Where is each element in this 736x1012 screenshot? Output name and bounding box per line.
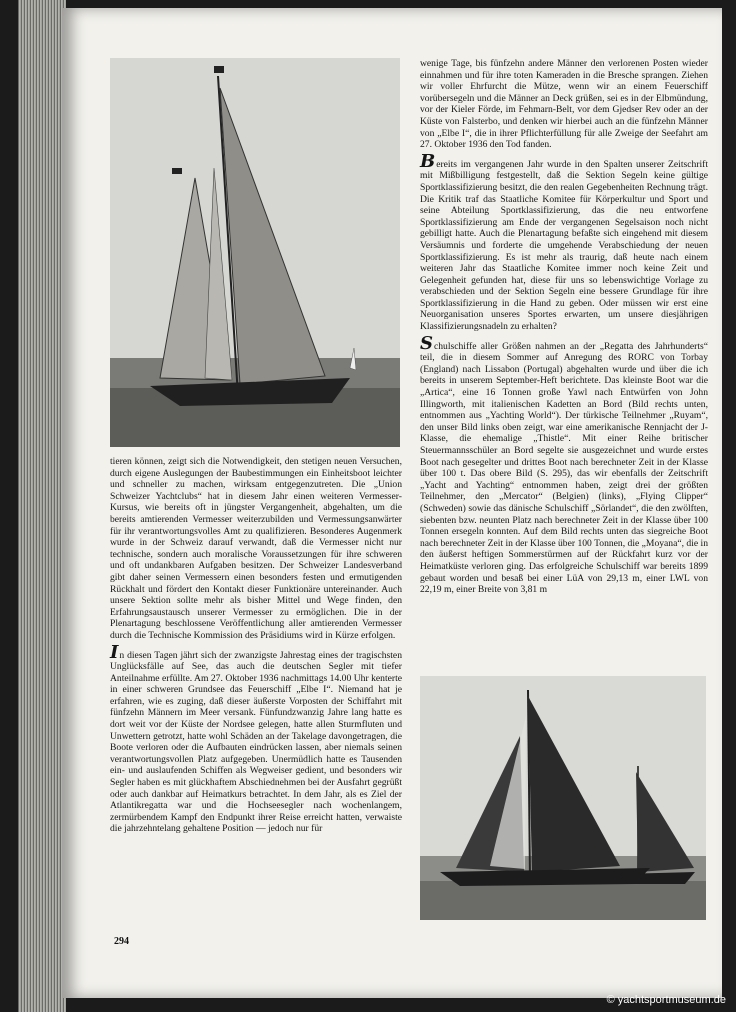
yacht-sails-photo <box>110 58 400 447</box>
right-paragraph-1: wenige Tage, bis fünfzehn andere Männer den verlorenen Posten wieder einnahmen und für ihre toten Kameraden in die Bresche sprangen. Ziehen wir voller Ehrfurcht die Mütze, wenn wir an einem Feuerschiff vorübersegeln und die Männer an Deck grüßen, sei es in der Elbmündung, vor der Kieler Förde, im Fehmarn-Belt, vor dem Gjedser Rev oder an der Küste von Falsterbo, und denken wir hierbei auch an die fünfzehn Männer von „Elbe I“, die in ihrer Pflichterfüllung für alle Zweige der Seefahrt am 27. Oktober 1936 den Tod fanden. <box>420 58 708 151</box>
dropcap-i: I <box>110 641 119 663</box>
magazine-page <box>62 8 722 998</box>
yacht-illustration <box>110 58 400 447</box>
right-paragraph-2-text: ereits im vergangenen Jahr wurde in den Spalten unserer Zeitschrift mit Mißbilligung festgestellt, daß die Sektion Segeln keine gültige Sportklassifizierung besitzt, die den realen Gegebenheiten Rechnung trägt. Die Kritik traf das Staatliche Komitee für Körperkultur und Sport und seine Abteilung Sportklassifizierung, das die neu entworfene Sportklassifizierung am Ende der vergangenen Segelsaison noch nicht gebilligt hatte. Auch die Plenartagung befaßte sich eingehend mit diesem Versäumnis und forderte die umgehende Verabschiedung der neuen Sportklassifizierung. Es ist mehr als traurig, daß heute nach einem weiteren Jahr das Staatliche Komitee immer noch keine Zeit und Gelegenheit gefunden hat, diese für uns so lebenswichtige Vorlage zu verabschieden und der Sektion Segeln eine bessere Grundlage für ihre Sportklassifizierung in die Hand zu geben. Oder müssen wir erst eine Neuorganisation unseres Sportes erwarten, um unsere diesjährigen Klassifizierungsnadeln zu erhalten? <box>420 158 708 333</box>
page-number: 294 <box>114 936 129 947</box>
right-text-column <box>420 58 708 596</box>
schooner-sails-photo <box>420 676 706 920</box>
right-paragraph-3-text: chulschiffe aller Größen nahmen an der „Regatta des Jahrhunderts“ teil, die in diesem Sommer auf Anregung des RORC von Torbay (England) nach Lissabon (Portugal) abgehalten wurde und über die ich bereits in unserem September-Heft berichtete. Das kleinste Boot war die „Artica“, eine 16 Tonnen große Yawl nach Entwürfen von John Illingworth, mit italienischen Kadetten an Bord (Bild rechts unten, entnommen aus „Yachting World“). Der türkische Teilnehmer „Ruyam“, den unser Bild links oben zeigt, war eine amerikanische Rennjacht der J-Klasse, die ehemalige „Thistle“. Mit einer Reihe britischer Steuermannsschüler an Bord segelte sie ausgezeichnet und wurde erstes Boot nach gesegelter und drittes Boot nach berechneter Zeit in der Klasse über 100 t. Das obere Bild (S. 295), das wir ebenfalls der Zeitschrift „Yacht and Yachting“ entnommen haben, zeigt drei der größten Teilnehmer, den „Mercator“ (Belgien) (links), „Flying Clipper“ (Schweden) sowie das dänische Schulschiff „Sörlandet“, die den zwölften, siebenten bzw. neunten Platz nach berechneter Zeit in der Klasse über 100 Tonnen ersegeln konnten. Auf dem Bild rechts unten das siegreiche Boot nach berechneter Zeit in der Klasse über 100 Tonnen, die „Moyana“, die in den äußerst heftigen Sommerstürmen auf der Rückfahrt kurz vor der Heimatküste verloren ging. Das erfolgreiche Schulschiff war bereits 1899 gebaut worden und besaß bei einer LüA von 29,13 m, einer LWL von 22,19 m, einer Breite von 3,81 m <box>420 340 708 596</box>
dropcap-s: S <box>420 332 433 354</box>
schooner-illustration <box>420 676 706 920</box>
left-text-column <box>110 456 402 835</box>
left-paragraph-2-text: n diesen Tagen jährt sich der zwanzigste Jahrestag eines der tragischsten Unglücksfälle auf See, das auch die deutschen Segler mit tiefer Anteilnahme erfüllte. Am 27. Oktober 1936 nachmittags 14.00 Uhr kenterte in einer schweren Grundsee das Feuerschiff „Elbe I“. Niemand hat je erfahren, wie es zuging, daß dieser äußerste Vorposten der Schiffahrt mit fünfzehn Männern im Meer versank. Fünfundzwanzig Jahre lang hatte es dort weit vor der Küste der Nordsee gelegen, hatte allen Sturmfluten und Unwettern getrotzt, hatte wohl Schäden an der Takelage davongetragen, die Boote verloren oder die Aufbauten eindrücken lassen, aber niemals seinen verantwortungsvollen Platz aufgegeben. Unermüdlich hatte es Tausenden ein- und auslaufenden Schiffen als Wegweiser gedient, und besonders wir Segler haben es mit glückhaftem Abschiednehmen bei der Ausfahrt gegrüßt oder auch dankbar auf Heimatkurs betrachtet. In dem Jahr, als es Ziel der Atlantikregatta war und die Hochseesegler nach wochenlangem, zermürbendem Kampf den Endpunkt ihrer Reise erreicht hatten, verwaiste die jahrzehntelang gehaltene Position — jedoch nur für <box>110 649 402 835</box>
right-paragraph-3 <box>420 332 708 596</box>
dropcap-b: B <box>420 150 436 172</box>
left-paragraph-1: tieren können, zeigt sich die Notwendigkeit, den stetigen neuen Versuchen, durch eigene Auslegungen der Baubestimmungen ein Einheitsboot leichter und schneller zu machen, wirksam entgegenzutreten. Die „Union Schweizer Yachtclubs“ hat in diesem Jahr einen weiteren Vermesser-Kursus, wie bereits oft in jüngster Vergangenheit, abgehalten, um die bereits amtierenden Vermesser weiterzubilden und Vermessungsanwärter für ihr verantwortungsvolles Amt zu qualifizieren. Besonderes Augenmerk wurde in der Schweiz darauf verwandt, daß die Vermesser nicht nur technische, sondern auch moralische Voraussetzungen für ihre schweren und oft undankbaren Aufgaben besitzen. Der Schweizer Landesverband gibt daher seinen Vermessern einen besonders festen und ermutigenden Rückhalt und fördert den Kontakt dieser Funktionäre untereinander. Auch unsere Sektion sollte mehr als bisher Mittel und Wege finden, den Erfahrungsaustausch unserer Vermesser zu ermöglichen. Die in der Plenartagung beschlossene Veröffentlichung aller amtierenden Vermesser durch die Technische Kommission des Präsidiums wird in Kürze erfolgen. <box>110 456 402 641</box>
watermark-credit: © yachtsportmuseum.de <box>606 994 726 1006</box>
right-paragraph-2 <box>420 150 708 333</box>
left-paragraph-2 <box>110 641 402 836</box>
book-page-edges <box>18 0 66 1012</box>
